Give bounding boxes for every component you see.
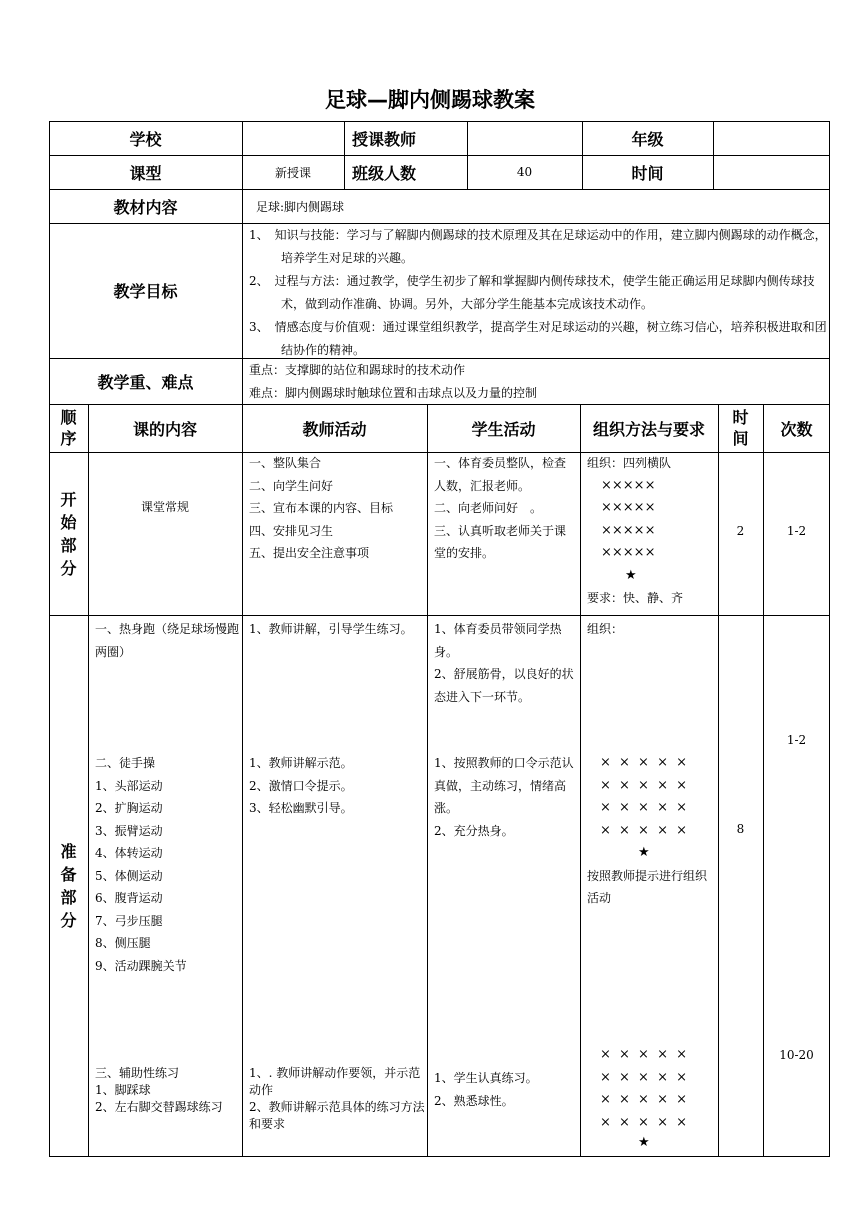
col-divider: [427, 404, 428, 1157]
prep-section-name: 准备部分: [60, 842, 77, 930]
start-count: 1-2: [786, 524, 807, 538]
start-teacher-activities: [249, 452, 393, 565]
exercise-item: 7、弓步压腿: [95, 913, 163, 928]
col-divider: [242, 189, 243, 404]
key-points-label: 教学重、难点: [97, 372, 194, 392]
header-time: 时间: [732, 408, 749, 448]
formation-row: ×××××: [601, 545, 656, 560]
header-count: 次数: [780, 419, 813, 439]
warmup-teacher: 1、教师讲解，引导学生练习。: [249, 622, 413, 636]
formation-row: × × × × ×: [600, 777, 689, 793]
formation-row: × × × × ×: [600, 1069, 689, 1085]
start-section-name: 开始部分: [60, 489, 77, 578]
drills-teacher: [249, 1065, 425, 1133]
drill-item: 1、脚踩球: [95, 1083, 151, 1097]
school-label: 学校: [129, 129, 162, 149]
drills-count: 10-20: [779, 1048, 814, 1062]
teacher-label: 授课教师: [352, 129, 417, 149]
row-divider: [49, 615, 830, 616]
warmup-student: [434, 618, 576, 708]
type-value: 新授课: [274, 165, 311, 180]
col-divider: [242, 404, 243, 1157]
exercises-count: 1-2: [786, 733, 807, 747]
formation-row: × × × × ×: [600, 822, 689, 838]
student-activity: 1、按照教师的口令示范认真做，主动练习，情绪高涨。: [434, 756, 574, 815]
formation-row: ×××××: [601, 522, 656, 538]
formation-row: × × × × ×: [600, 1047, 689, 1062]
formation-row: × × × × ×: [600, 1092, 689, 1107]
exercises-content: [95, 752, 187, 977]
student-activity: 1、学生认真练习。: [434, 1071, 538, 1085]
type-label: 课型: [129, 163, 162, 183]
student-activity: 三、认真听取老师关于课堂的安排。: [434, 523, 567, 560]
content-value: 足球:脚内侧踢球: [256, 199, 345, 214]
student-activity: 一、体育委员整队，检查人数，汇报老师。: [434, 456, 567, 493]
student-activity: 2、充分热身。: [434, 823, 514, 838]
prep-time: 8: [736, 822, 745, 836]
formation-row: ×××××: [601, 477, 656, 493]
teacher-activity: 一、整队集合: [249, 456, 322, 470]
teacher-activity: 1、教师讲解示范。: [249, 756, 353, 770]
school-value: [242, 121, 344, 155]
exercise-item: 9、活动踝腕关节: [95, 958, 187, 973]
teacher-star-icon: ★: [625, 567, 637, 583]
exercises-teacher: [249, 752, 353, 820]
warmup-content: 一、热身跑（绕足球场慢跑两圈）: [95, 622, 240, 659]
col-divider: [718, 404, 719, 1157]
drill-item: 三、辅助性练习: [95, 1066, 180, 1080]
org-note: 按照教师提示进行组织活动: [587, 868, 708, 905]
difficulty-point: 难点：脚内侧踢球时触球位置和击球点以及力量的控制: [249, 385, 538, 400]
drills-student: [434, 1067, 538, 1112]
time-value: [713, 155, 830, 189]
exercise-item: 6、腹背运动: [95, 891, 163, 905]
teacher-star-icon: ★: [638, 845, 650, 860]
warmup-org: 组织：: [587, 622, 624, 636]
objective-item: 3、 情感态度与价值观：通过课堂组织教学，提高学生对足球运动的兴趣，树立练习信心，培养积极进取和团结协作的精神。: [249, 320, 827, 357]
header-student: 学生活动: [471, 419, 536, 439]
grade-value: [713, 121, 830, 155]
header-org: 组织方法与要求: [592, 419, 705, 439]
teacher-activity: 3、轻松幽默引导。: [249, 801, 353, 815]
exercises-student: [434, 752, 576, 842]
start-content: 课堂常规: [140, 500, 189, 514]
exercise-item: 1、头部运动: [95, 778, 163, 793]
exercise-item: 8、侧压腿: [95, 936, 151, 950]
start-org: [587, 452, 715, 610]
exercise-item: 5、体侧运动: [95, 868, 163, 883]
student-activity: 1、体育委员带领同学热身。: [434, 622, 562, 659]
start-student-activities: [434, 452, 576, 565]
key-point: 重点：支撑脚的站位和踢球时的技术动作: [249, 363, 466, 377]
key-points-text: [249, 359, 827, 404]
col-divider: [763, 404, 764, 1157]
exercise-item: 4、体转运动: [95, 846, 163, 860]
teacher-star-icon: ★: [638, 1135, 650, 1150]
prep-section-name-cell: [49, 615, 88, 1157]
drills-content: [95, 1065, 223, 1116]
header-teacher: 教师活动: [302, 419, 367, 439]
class-size-value: 40: [516, 165, 533, 179]
exercise-item: 二、徒手操: [95, 756, 156, 770]
objective-item: 1、 知识与技能：学习与了解脚内侧踢球的技术原理及其在足球运动中的作用，建立脚内侧踢球的动作概念，培养学生对足球的兴趣。: [249, 228, 827, 265]
teacher-activity: 三、宣布本课的内容、目标: [249, 501, 394, 515]
header-content: 课的内容: [132, 419, 197, 439]
grade-label: 年级: [631, 129, 664, 149]
class-size-label: 班级人数: [352, 163, 417, 183]
requirement: 要求：快、静、齐: [587, 591, 684, 605]
teacher-activity: 二、向学生问好: [249, 478, 334, 493]
student-activity: 2、熟悉球性。: [434, 1093, 514, 1108]
teacher-activity: 1、. 教师讲解动作要领，并示范动作: [249, 1066, 421, 1097]
org-label: 组织：四列横队: [587, 456, 672, 470]
teacher-activity: 2、激情口令提示。: [249, 778, 353, 793]
exercise-item: 3、振臂运动: [95, 823, 163, 838]
student-activity: 2、舒展筋骨，以良好的状态进入下一环节。: [434, 667, 574, 704]
teacher-activity: 四、安排见习生: [249, 523, 334, 538]
start-section-name-cell: [49, 452, 88, 615]
start-time: 2: [736, 524, 745, 538]
content-label: 教材内容: [113, 197, 178, 217]
objective-item: 2、 过程与方法：通过教学，使学生初步了解和掌握脚内侧传球技术，使学生能正确运用足球脚内侧传球技术，做到动作准确、协调。另外，大部分学生能基本完成该技术动作。: [249, 274, 815, 311]
col-divider: [88, 404, 89, 1157]
formation-row: ×××××: [601, 500, 656, 515]
teacher-value: [467, 121, 582, 155]
header-order: 顺序: [60, 408, 77, 448]
drill-item: 2、左右脚交替踢球练习: [95, 1100, 223, 1114]
exercises-org: [587, 752, 715, 910]
objectives-label: 教学目标: [113, 282, 178, 301]
objectives-list: [249, 224, 827, 362]
teacher-activity: 2、教师讲解示范具体的练习方法和要求: [249, 1100, 425, 1131]
drills-org: [587, 1044, 715, 1152]
teacher-activity: 五、提出安全注意事项: [249, 546, 370, 560]
exercise-item: 2、扩胸运动: [95, 801, 163, 815]
formation-row: × × × × ×: [600, 755, 689, 770]
time-label: 时间: [631, 163, 664, 183]
formation-row: × × × × ×: [600, 800, 689, 815]
student-activity: 二、向老师问好 。: [434, 501, 543, 515]
formation-row: × × × × ×: [600, 1114, 689, 1130]
page-title: 足球—脚内侧踢球教案: [325, 88, 535, 112]
col-divider: [580, 404, 581, 1157]
